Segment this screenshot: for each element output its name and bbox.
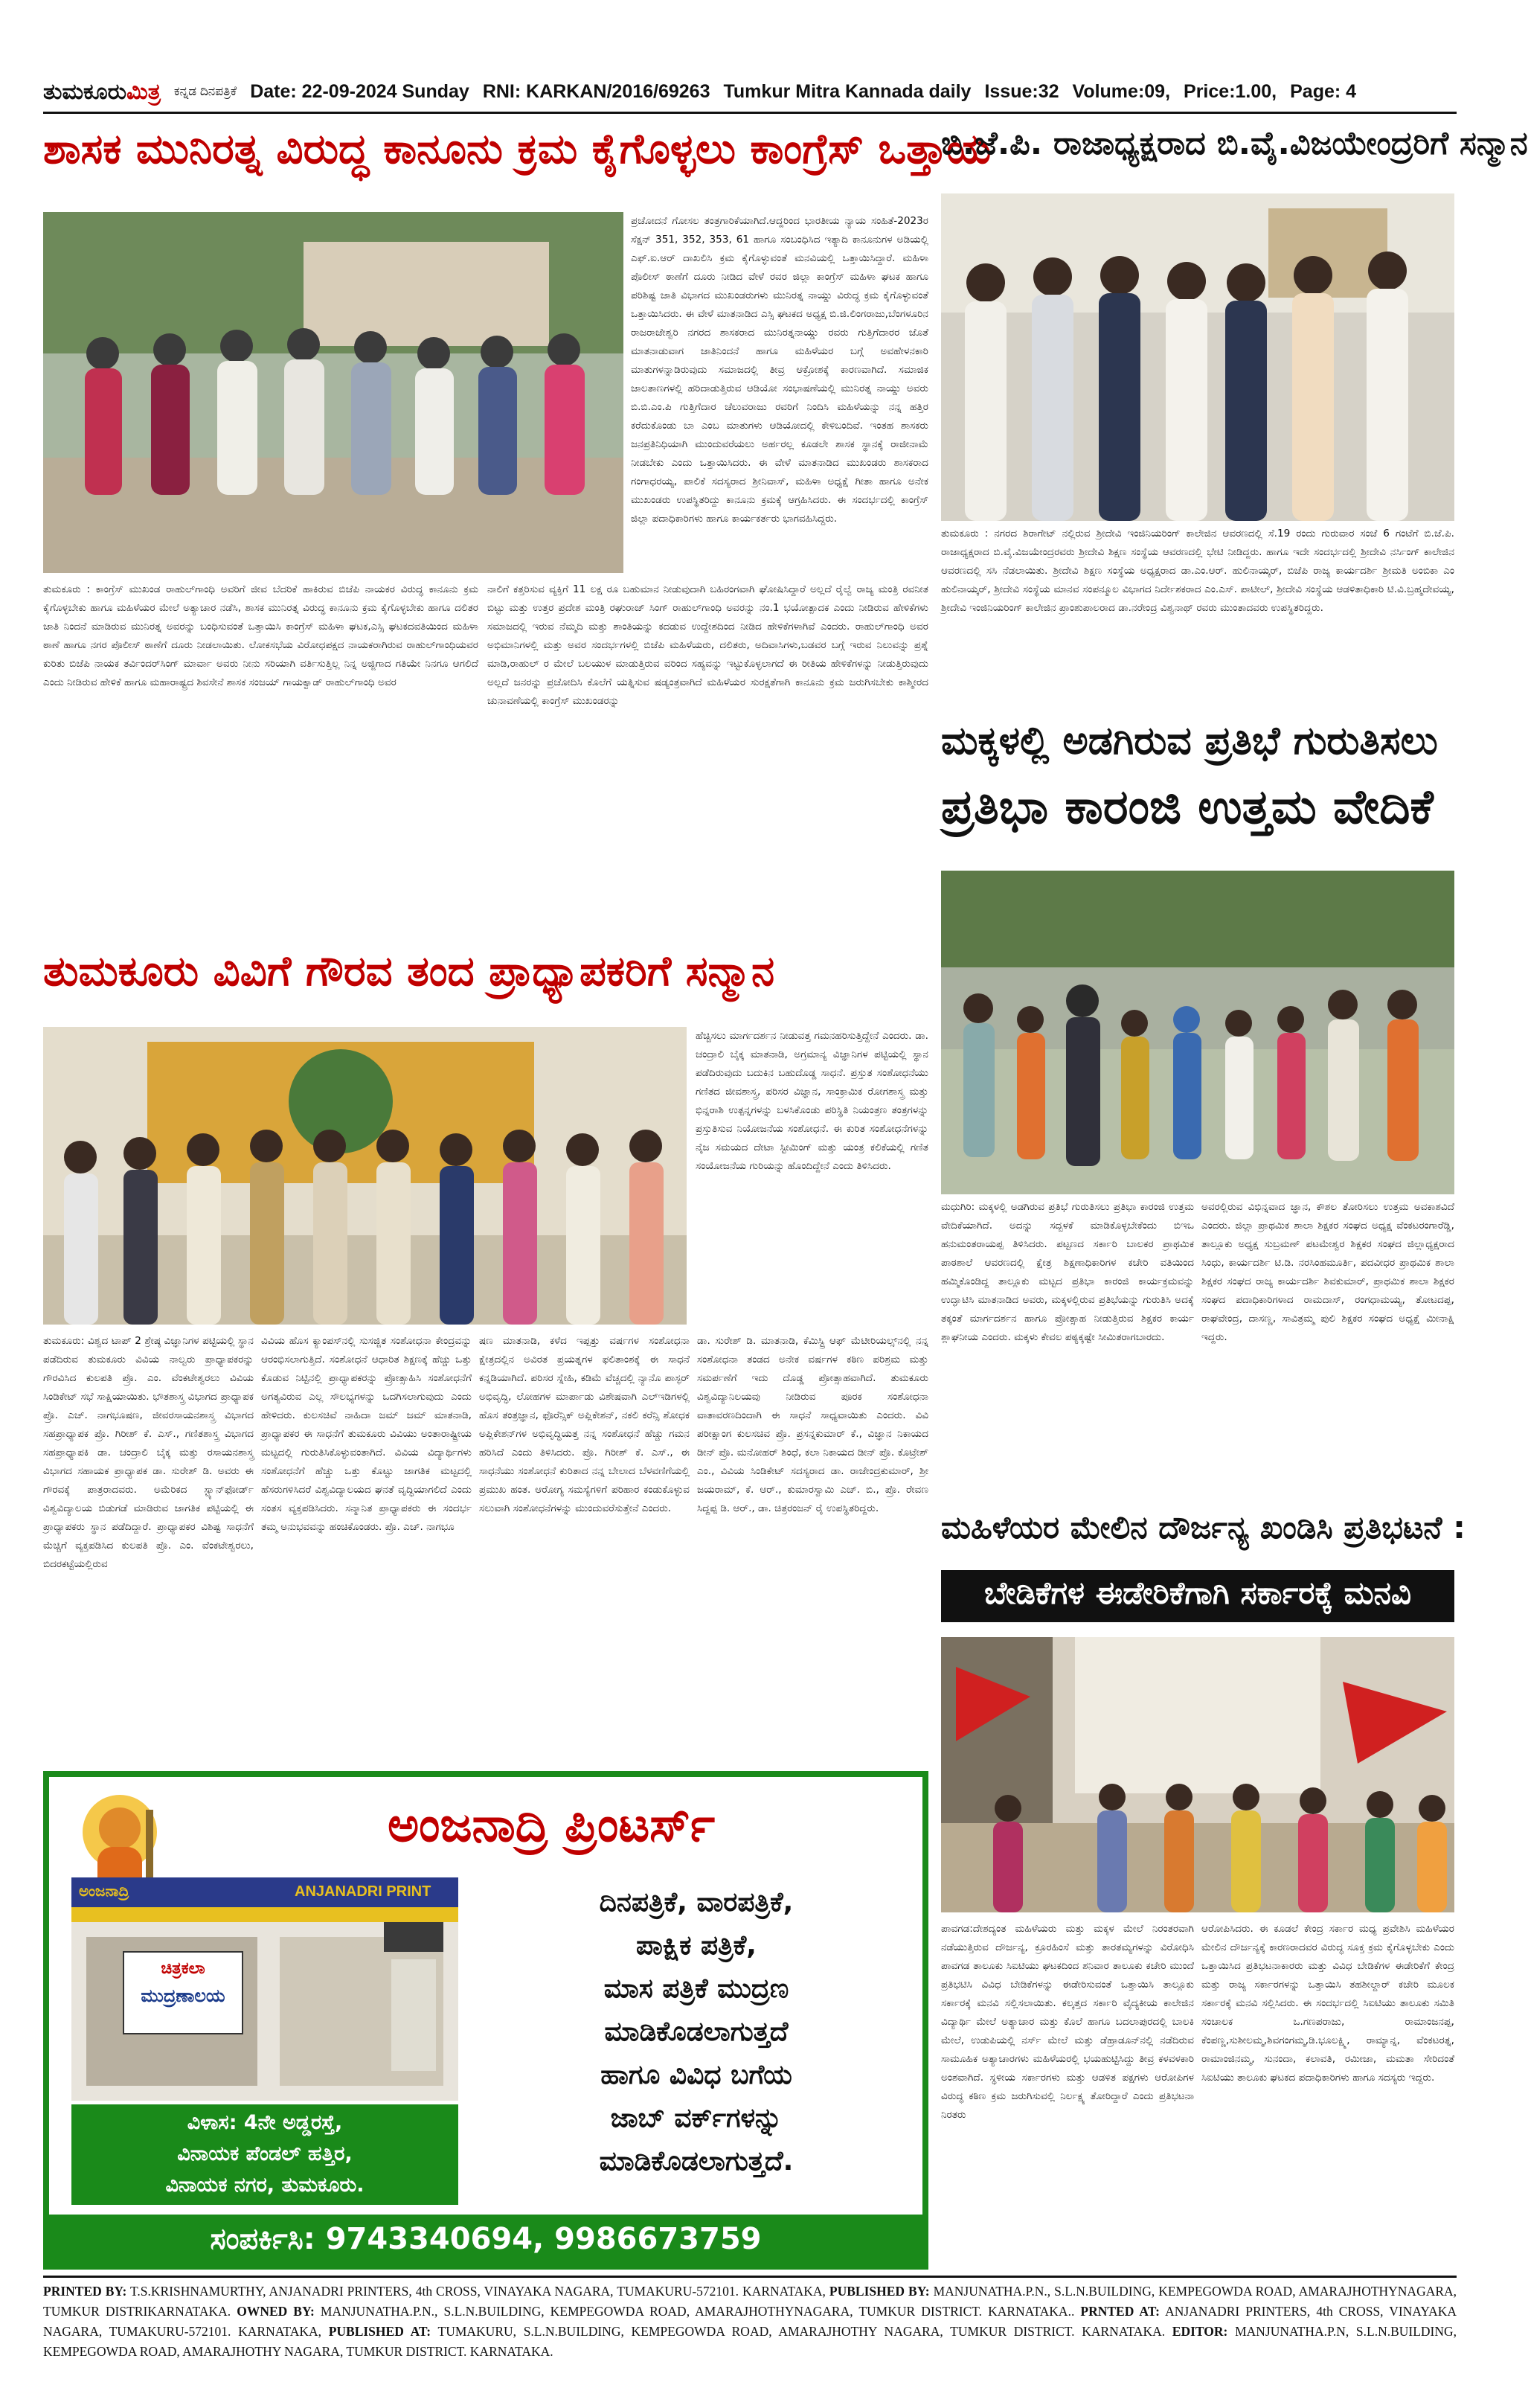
- editor: MANJUNATHA.P.N, S.L.N.BUILDING, KEMPEGOWDA ROAD, AMARAJHOTHY NAGARA, TUMKUR DISTRICT. KARNATAKA.: [43, 2324, 1457, 2359]
- story5-headline-line1: ಮಹಿಳೆಯರ ಮೇಲಿನ ದೌರ್ಜನ್ಯ ಖಂಡಿಸಿ ಪ್ರತಿಭಟನೆ :: [941, 1509, 1466, 1546]
- story1-headline: ಶಾಸಕ ಮುನಿರತ್ನ ವಿರುದ್ಧ ಕಾನೂನು ಕ್ರಮ ಕೈಗೊಳ್ಳಲು ಕಾಂಗ್ರೆಸ್ ಒತ್ತಾಯ: [43, 125, 992, 173]
- story4-headline: ತುಮಕೂರು ವಿವಿಗೆ ಗೌರವ ತಂದ ಪ್ರಾಧ್ಯಾಪಕರಿಗೆ ಸನ್ಮಾನ: [43, 947, 775, 996]
- service-line4: ಮಾಡಿಕೊಡಲಾಗುತ್ತದೆ: [604, 2017, 789, 2047]
- footer-rule: [43, 2276, 1457, 2278]
- story3-headline-line2: ಪ್ರತಿಭಾ ಕಾರಂಜಿ ಉತ್ತಮ ವೇದಿಕೆ: [941, 780, 1434, 835]
- published-at-label: PUBLISHED AT:: [328, 2324, 431, 2339]
- shop-board-line2: ಮುದ್ರಣಾಲಯ: [141, 1985, 225, 2006]
- shop-sign-english: ANJANADRI PRINT: [295, 1883, 431, 1900]
- service-line6: ಜಾಬ್ ವರ್ಕ್‌ಗಳನ್ನು: [610, 2103, 783, 2133]
- ad-services: [477, 1881, 916, 2209]
- published-at: TUMAKURU, S.L.N.BUILDING, KEMPEGOWDA ROAD, AMARAJHOTHY NAGARA, TUMKUR DISTRICT. KARNATAKA.: [437, 2324, 1166, 2339]
- story1-photo: [43, 212, 623, 573]
- story5-photo: [941, 1637, 1454, 1912]
- price: Price:1.00,: [1184, 80, 1277, 102]
- issue-number: Issue:32: [984, 80, 1059, 102]
- story4-col-c: ಷಣ ಮಾತನಾಡಿ, ಕಳೆದ ಇಪ್ಪತ್ತು ವರ್ಷಗಳ ಸಂಶೋಧನಾ ಕ್ಷೇತ್ರದಲ್ಲಿನ ಅವಿರತ ಪ್ರಯತ್ನಗಳ ಫಲಿತಾಂಶಕ್ಕೆ ಈ ಸಾಧನೆ ಕನ್ನಡಿಯಾಗಿದೆ. ಪರಿಸರ ಸ್ನೇಹಿ, ಕಡಿಮೆ ವೆಚ್ಚದಲ್ಲಿ ನ್ಯಾನೊ ಪಾಸ್ಫರ್ ಅಭಿವೃದ್ಧಿ, ಲೋಹಗಳ ಮಾರ್ಪಾಡು ವಿಶೇಷವಾಗಿ ಎಲ್‌ಇಡಿಗಳಲ್ಲಿ ಹೊಸ ತಂತ್ರಜ್ಞಾನ, ಫೊರೆನ್ಸಿಕ್ ಅಪ್ಲಿಕೇಶನ್, ನಕಲಿ ಕರೆನ್ಸಿ ಶೋಧಕ ಅಪ್ಲಿಕೇಶನ್‌ಗಳ ಅಭಿವೃದ್ಧಿಯತ್ತ ನನ್ನ ಸಂಶೋಧನೆ ಹೆಚ್ಚು ಗಮನ ಹರಿಸಿದೆ ಎಂದು ತಿಳಿಸಿದರು. ಪ್ರೊ. ಗಿರೀಶ್ ಕೆ. ಎಸ್., ಈ ಸಾಧನೆಯು ಸಂಶೋಧನೆ ಕುರಿತಾದ ನನ್ನ ಬೇಲಾದ ಬೆಳವಣಿಗೆಯಲ್ಲಿ ಪ್ರಮುಖ ಹಂತ. ಆರೋಗ್ಯ ಸಮಸ್ಯೆಗಳಿಗೆ ಪರಿಹಾರ ಕಂಡುಕೊಳ್ಳುವ ಸಲುವಾಗಿ ಸಂಶೋಧನೆಗಳನ್ನು ಮುಂದುವರೆಸುತ್ತೇನೆ ಎಂದರು.: [479, 1335, 690, 1514]
- published-by-label: PUBLISHED BY:: [829, 2284, 930, 2299]
- university-felicitation-photo-illustration: [43, 1027, 687, 1325]
- story4-photo: [43, 1027, 687, 1325]
- story1-col-a: ತುಮಕೂರು : ಕಾಂಗ್ರೆಸ್ ಮುಖಂಡ ರಾಹುಲ್‌ಗಾಂಧಿ ಅವರಿಗೆ ಜೀವ ಬೆದರಿಕೆ ಹಾಕಿರುವ ಬಿಜೆಪಿ ನಾಯಕರ ವಿರುದ್ಧ ಕಾನೂನು ಕ್ರಮ ಕೈಗೊಳ್ಳಬೇಕು ಹಾಗೂ ಮಹಿಳೆಯರ ಮೇಲೆ ಅತ್ಯಾಚಾರ ನಡೆಸಿ, ಶಾಸಕ ಮುನಿರತ್ನ ವಿರುದ್ಧ ಕಾನೂನು ಕ್ರಮ ಕೈಗೊಳ್ಳಬೇಕು ಹಾಗೂ ದಲಿತರ ಜಾತಿ ನಿಂದನೆ ಮಾಡಿರುವ ಮುನಿರತ್ನ ಅವರನ್ನು ಬಂಧಿಸುವಂತೆ ಒತ್ತಾಯಿಸಿ ಕಾಂಗ್ರೆಸ್ ಮಹಿಳಾ ಘಟಕ,ಎಸ್ಸಿ ಘಟಕದವತಿಯಿಂದ ಮಹಿಳಾ ಠಾಣೆ ಹಾಗೂ ನಗರ ಪೊಲೀಸ್ ಠಾಣೆಗೆ ದೂರು ನೀಡಲಾಯಿತು. ಲೋಕಸಭೆಯ ವಿರೋಧಪಕ್ಷದ ನಾಯಕರಾಗಿರುವ ರಾಹುಲ್‌ಗಾಂಧಿಯವರ ಕುರಿತು ಬಿಜೆಪಿ ನಾಯಕ ತರ್ವಿಂದರ್‌ಸಿಂಗ್ ಮಾರ್ವಾ ಅವರು ನೀನು ಸರಿಯಾಗಿ ವರ್ತಿಸುತ್ತಿಲ್ಲ ನಿನ್ನ ಅಜ್ಜಿಗಾದ ಗತಿಯೇ ನಿನಗೂ ಆಗಲಿದೆ ಎಂದು ನೀಡಿರುವ ಹೇಳಿಕೆ ಹಾಗೂ ಮಹಾರಾಷ್ಟ್ರದ ಶಿವಸೇನೆ ಶಾಸಕ ಸಂಜಯ್ ಗಾಯಕ್ವಾಡ್ ರಾಹುಲ್‌ಗಾಂಧಿ ಅವರ: [43, 583, 478, 688]
- issue-date: Date: 22-09-2024 Sunday: [250, 80, 469, 102]
- story3-headline-line1: ಮಕ್ಕಳಲ್ಲಿ ಅಡಗಿರುವ ಪ್ರತಿಭೆ ಗುರುತಿಸಲು: [941, 719, 1438, 763]
- ad-contact: ಸಂಪರ್ಕಿಸಿ: 9743340694, 9986673759: [49, 2215, 922, 2264]
- story4-col-d: ಡಾ. ಸುರೇಶ್ ಡಿ. ಮಾತನಾಡಿ, ಕೆಮಿಸ್ಟ್ರಿ ಆಫ್ ಮೆಟೀರಿಯಲ್ಸ್‌ನಲ್ಲಿ ನನ್ನ ಸಂಶೋಧನಾ ತಂಡದ ಅನೇಕ ವರ್ಷಗಳ ಕಠಿಣ ಪರಿಶ್ರಮ ಮತ್ತು ಸಮರ್ಪಣೆಗೆ ಇದು ದೊಡ್ಡ ಪ್ರೋತ್ಸಾಹವಾಗಿದೆ. ತುಮಕೂರು ವಿಶ್ವವಿದ್ಯಾನಿಲಯವು ನೀಡಿರುವ ಪೂರಕ ಸಂಶೋಧನಾ ವಾತಾವರಣದಿಂದಾಗಿ ಈ ಸಾಧನೆ ಸಾಧ್ಯವಾಯಿತು ಎಂದರು. ವಿವಿ ಪರೀಕ್ಷಾಂಗ ಕುಲಸಚಿವ ಪ್ರೊ. ಪ್ರಸನ್ನಕುಮಾರ್ ಕೆ., ವಿಜ್ಞಾನ ನಿಕಾಯದ ಡೀನ್ ಪ್ರೊ. ಮನೋಹರ್ ಶಿಂಧೆ, ಕಲಾ ನಿಕಾಯದ ಡೀನ್ ಪ್ರೊ. ಕೊಟ್ರೇಶ್ ಎಂ., ವಿವಿಯ ಸಿಂಡಿಕೇಟ್ ಸದಸ್ಯರಾದ ಡಾ. ರಾಜೇಂದ್ರಕುಮಾರ್, ಶ್ರೀ ಜಯರಾಮ್, ಕೆ. ಆರ್., ಕುಮಾರಸ್ವಾಮಿ ಎಚ್. ಬಿ., ಪ್ರೊ. ರೇವಣ ಸಿದ್ದಪ್ಪ ಡಿ. ಆರ್., ಡಾ. ಚಿತ್ರರಂಜನ್ ರೈ ಉಪಸ್ಥಿತರಿದ್ದರು.: [697, 1335, 928, 1514]
- ad-title: ಅಂಜನಾದ್ರಿ ಪ್ರಿಂಟರ್ಸ್: [387, 1797, 715, 1853]
- story2-headline: ಬಿ.ಜೆ.ಪಿ. ರಾಜಾಧ್ಯಕ್ಷರಾದ ಬಿ.ವೈ.ವಿಜಯೇಂದ್ರರಿಗೆ ಸನ್ಮಾನ: [941, 125, 1528, 162]
- imprint-footer: [43, 2281, 1457, 2363]
- owned-by-label: OWNED BY:: [237, 2304, 315, 2319]
- story5-col-a: ಪಾವಗಡ:ದೇಶದ್ಯಂತ ಮಹಿಳೆಯರು ಮತ್ತು ಮಕ್ಕಳ ಮೇಲೆ ನಿರಂತರವಾಗಿ ನಡೆಯುತ್ತಿರುವ ದೌರ್ಜನ್ಯ, ಕ್ರೂರಹಿಂಸೆ ಮತ್ತು ತಾರತಮ್ಯಗಳನ್ನು ವಿರೋಧಿಸಿ ಪಾವಗಡ ತಾಲೂಕು ಸಿಐಟಿಯು ಘಟಕದಿಂದ ಶನಿವಾರ ತಾಲೂಕು ಕಚೇರಿ ಮುಂದೆ ಪ್ರತಿಭಟಿಸಿ ವಿವಿಧ ಬೇಡಿಕೆಗಳನ್ನು ಈಡೇರಿಸುವಂತೆ ಒತ್ತಾಯಿಸಿ ತಾಲ್ಲೂಕು ಸರ್ಕಾರಕ್ಕೆ ಮನವಿ ಸಲ್ಲಿಸಲಾಯಿತು. ಕಲ್ಕತ್ತದ ಸರ್ಕಾರಿ ವೈದ್ಯಕೀಯ ಕಾಲೇಜಿನ ವಿದ್ಯಾರ್ಥಿ ಮೇಲೆ ಅತ್ಯಾಚಾರ ಮತ್ತು ಕೊಲೆ ಹಾಗೂ ಬದಲಾಪುರದಲ್ಲಿ ಬಾಲಕಿ ಮೇಲೆ, ಉಡುಪಿಯಲ್ಲಿ ನರ್ಸ್ ಮೇಲೆ ಮತ್ತು ಡೆಹ್ರಾಡೂನ್‌ನಲ್ಲಿ ನಡೆದಿರುವ ಸಾಮೂಹಿಕ ಅತ್ಯಾಚಾರಗಳು ಮಹಿಳೆಯರಲ್ಲಿ ಭಯಹುಟ್ಟಿಸಿದ್ದು ತೀವ್ರ ಕಳವಳಕಾರಿ ಅಂಶವಾಗಿದೆ. ಸ್ಥಳೀಯ ಸರ್ಕಾರಗಳು ಮತ್ತು ಆಡಳಿತ ಪಕ್ಷಗಳು ಆರೋಪಿಗಳ ವಿರುದ್ಧ ಕಠಿಣ ಕ್ರಮ ಜರುಗಿಸುವಲ್ಲಿ ನಿರ್ಲಕ್ಷ್ಯ ತೋರಿದ್ದಾರೆ ಎಂದು ಪ್ರತಿಭಟನಾ ನಿರತರು: [941, 1923, 1194, 2121]
- volume-number: Volume:09,: [1072, 80, 1171, 102]
- printers-advertisement: [43, 1771, 928, 2270]
- printed-by-label: PRINTED BY:: [43, 2284, 127, 2299]
- service-line5: ಹಾಗೂ ವಿವಿಧ ಬಗೆಯ: [600, 2060, 792, 2090]
- printed-at-label: PRNTED AT:: [1080, 2304, 1160, 2319]
- rni-number: RNI: KARKAN/2016/69263: [482, 80, 710, 102]
- published-by: MANJUNATHA.P.N., S.L.N.BUILDING, KEMPEGOWDA ROAD, AMARAJHOTHYNAGARA, TUMKUR DISTRIKARNATAKA.: [43, 2284, 1457, 2319]
- shop-board-line1: ಚಿತ್ರಕಲಾ: [161, 1959, 205, 1978]
- story5-col-b: ಆರೋಪಿಸಿದರು. ಈ ಕೂಡಲೆ ಕೇಂದ್ರ ಸರ್ಕಾರ ಮಧ್ಯ ಪ್ರವೇಶಿಸಿ ಮಹಿಳೆಯರ ಮೇಲಿನ ದೌರ್ಜನ್ಯಕ್ಕೆ ಕಾರಣರಾದವರ ವಿರುದ್ಧ ಸೂಕ್ತ ಕ್ರಮ ಕೈಗೊಳ್ಳಬೇಕು ಎಂದು ಒತ್ತಾಯಿಸಿದ ಪ್ರತಿಭಟನಾಕಾರರು ಮತ್ತು ವಿವಿಧ ಬೇಡಿಕೆಗಳ ಈಡೇರಿಕೆಗೆ ಕೇಂದ್ರ ಮತ್ತು ರಾಜ್ಯ ಸರ್ಕಾರಗಳನ್ನು ಒತ್ತಾಯಿಸಿ ತಹಶೀಲ್ದಾರ್ ಕಚೇರಿ ಮೂಲಕ ಸರ್ಕಾರಕ್ಕೆ ಮನವಿ ಸಲ್ಲಿಸಿದರು. ಈ ಸಂದರ್ಭದಲ್ಲಿ ಸಿಐಟಿಯು ತಾಲೂಕು ಸಮಿತಿ ಸಂಚಾಲಕ ಒ.ಗಣಪರಾಜು, ರಾಮಾಂಜನಪ್ಪ, ಕೆಂಪಣ್ಣ,ಸುಶೀಲಮ್ಮ,ಶಿವಗಂಗಮ್ಮ,ಡಿ.ಭೂಲಕ್ಷ್ಮಿ, ರಾಮ್ಯಾನ್ನ, ವೆಂಕಟರತ್ನ, ರಾಮಾಂಜಿನಮ್ಮ, ಸುನಂದಾ, ಕಲಾವತಿ, ರಮೀಜಾ, ಮಮತಾ ಸೇರಿದಂತೆ ಸಿಐಟಿಯು ತಾಲೂಕು ಘಟಕದ ಪದಾಧಿಕಾರಿಗಳು ಹಾಗೂ ಸದಸ್ಯರು ಇದ್ದರು.: [1201, 1923, 1454, 2084]
- paper-logo: ತುಮಕೂರುಮಿತ್ರ: [43, 78, 161, 105]
- service-line7: ಮಾಡಿಕೊಡಲಾಗುತ್ತದೆ.: [599, 2146, 794, 2177]
- service-line1: ದಿನಪತ್ರಿಕೆ, ವಾರಪತ್ರಿಕೆ,: [599, 1887, 794, 1918]
- editor-label: EDITOR:: [1172, 2324, 1228, 2339]
- address-line3: ವಿನಾಯಕ ನಗರ, ತುಮಕೂರು.: [165, 2174, 365, 2197]
- story1-col-right: ಪ್ರಚೋದನೆ ಗೋಸಲ ತಂತ್ರಗಾರಿಕೆಯಾಗಿದೆ.ಆದ್ದರಿಂದ ಭಾರತೀಯ ನ್ಯಾಯ ಸಂಹಿತೆ-2023ರ ಸೆಕ್ಷನ್ 351, 352, 353, 61 ಹಾಗೂ ಸಂಬಂಧಿಸಿದ ಇತ್ಯಾದಿ ಕಾನೂನುಗಳ ಅಡಿಯಲ್ಲಿ ಎಫ್.ಐ.ಆರ್ ದಾಖಲಿಸಿ ಕ್ರಮ ಕೈಗೊಳ್ಳುವಂತೆ ಮನವಿಯಲ್ಲಿ ಒತ್ತಾಯಿಸಿದ್ದಾರೆ. ಮಹಿಳಾ ಪೊಲೀಸ್ ಠಾಣೆಗೆ ದೂರು ನೀಡಿದ ವೇಳೆ ರವರ ಜಿಲ್ಲಾ ಕಾಂಗ್ರೆಸ್ ಮಹಿಳಾ ಘಟಕ ಹಾಗೂ ಪರಿಶಿಷ್ಟ ಜಾತಿ ವಿಭಾಗದ ಮುಖಂಡರುಗಳು ಮುನಿರತ್ನ ನಾಯ್ಡು ವಿರುದ್ಧ ಕ್ರಮ ಕೈಗೊಳ್ಳುವಂತೆ ಒತ್ತಾಯಿಸಿದರು. ಈ ವೇಳೆ ಮಾತನಾಡಿದ ಎಸ್ಸಿ ಘಟಕದ ಅಧ್ಯಕ್ಷ ಬಿ.ಜಿ.ಲಿಂಗರಾಜು,ಬೆಂಗಳೂರಿನ ರಾಜರಾಜೇಶ್ವರಿ ನಗರದ ಶಾಸಕರಾದ ಮುನಿರತ್ನನಾಯ್ಡು ರವರು ಗುತ್ತಿಗೆದಾರರ ಜೊತೆ ಮಾತನಾಡುವಾಗ ಜಾತಿನಿಂದನೆ ಹಾಗೂ ಮಹಿಳೆಯರ ಬಗ್ಗೆ ಅವಹೇಳನಕಾರಿ ಮಾತುಗಳನ್ನಾಡಿರುವುದು ಸಮಾಜದಲ್ಲಿ ತೀವ್ರ ಆಕ್ರೋಶಕ್ಕೆ ಕಾರಣವಾಗಿದೆ. ಸಮಾಜಿಕ ಜಾಲತಾಣಗಳಲ್ಲಿ ಹರಿದಾಡುತ್ತಿರುವ ಆಡಿಯೋ ಸಂಭಾಷಣೆಯಲ್ಲಿ ಮುನಿರತ್ನ ನಾಯ್ಡು ಅವರು ಬಿ.ಬಿ.ಎಂ.ಪಿ ಗುತ್ತಿಗೆದಾರ ಚೆಲುವರಾಜು ರವರಿಗೆ ನಿಂದಿಸಿ ಮಹಿಳೆಯನ್ನು ನನ್ನ ಹತ್ತಿರ ಕರೆದುಕೊಂಡು ಬಾ ಎಂಬ ಮಾತುಗಳು ಆಡಿಯೋದಲ್ಲಿ ಕೇಳಿಬಂದಿವೆ. ಇಂತಹ ಶಾಸಕರು ಜನಪ್ರತಿನಿಧಿಯಾಗಿ ಮುಂದುವರೆಯಲು ಅರ್ಹರಲ್ಲ ಕೂಡಲೇ ಶಾಸಕ ಸ್ಥಾನಕ್ಕೆ ರಾಜೀನಾಮೆ ನೀಡಬೇಕು ಎಂದು ಒತ್ತಾಯಿಸಿದರು. ಈ ವೇಳೆ ಮಾತನಾಡಿದ ಮುಖಂಡರು ಶಾಸಕರಾದ ಗಂಗಾಧರಯ್ಯ, ಪಾಲಿಕೆ ಸದಸ್ಯರಾದ ಶ್ರೀನಿವಾಸ್, ಮಹಿಳಾ ಅಧ್ಯಕ್ಷೆ ಗೀತಾ ಹಾಗೂ ಅನೇಕ ಮುಖಂಡರು ಉಪಸ್ಥಿತರಿದ್ದು ಕಾನೂನು ಕ್ರಮಕ್ಕೆ ಆಗ್ರಹಿಸಿದರು. ಈ ಸಂದರ್ಭದಲ್ಲಿ ಕಾಂಗ್ರೆಸ್ ಜಿಲ್ಲಾ ಪದಾಧಿಕಾರಿಗಳು ಹಾಗೂ ಕಾರ್ಯಕರ್ತರು ಭಾಗವಹಿಸಿದ್ದರು.: [631, 215, 928, 525]
- masthead: [43, 74, 1457, 109]
- paper-name: Tumkur Mitra Kannada daily: [723, 80, 972, 102]
- story2-body: ತುಮಕೂರು : ನಗರದ ಶಿರಾಗೇಟ್ ನಲ್ಲಿರುವ ಶ್ರೀದೇವಿ ಇಂಜಿನಿಯರಿಂಗ್ ಕಾಲೇಜಿನ ಆವರಣದಲ್ಲಿ ಸೆ.19 ರಂದು ಗುರುವಾರ ಸಂಜೆ 6 ಗಂಟೆಗೆ ಬಿ.ಜೆ.ಪಿ. ರಾಜಾಧ್ಯಕ್ಷರಾದ ಬಿ.ವೈ.ವಿಜಯೇಂದ್ರರವರು ಶ್ರೀದೇವಿ ಶಿಕ್ಷಣ ಸಂಸ್ಥೆಯ ಆವರಣದಲ್ಲಿ ಭೇಟಿ ನೀಡಿದ್ದರು. ಹಾಗೂ ಇದೇ ಸಂದರ್ಭದಲ್ಲಿ ಶ್ರೀದೇವಿ ನರ್ಸಿಂಗ್ ಕಾಲೇಜಿನ ಆವರಣದಲ್ಲಿ ಸಸಿ ನೆಡಲಾಯಿತು. ಶ್ರೀದೇವಿ ಶಿಕ್ಷಣ ಸಂಸ್ಥೆಯ ಅಧ್ಯಕ್ಷರಾದ ಡಾ.ಎಂ.ಆರ್. ಹುಲಿನಾಯ್ಕರ್, ಬಿಜೆಪಿ ರಾಜ್ಯ ಕಾರ್ಯದರ್ಶಿ ಶ್ರೀಮತಿ ಅಂಬಿಕಾ ಎಂ ಹುಲಿನಾಯ್ಕರ್, ಶ್ರೀದೇವಿ ಸಂಸ್ಥೆಯ ಮಾನವ ಸಂಪನ್ಮೂಲ ವಿಭಾಗದ ನಿರ್ದೇಶಕರಾದ ಎಂ.ಎಸ್. ಪಾಟೀಲ್, ಶ್ರೀದೇವಿ ಸಂಸ್ಥೆಯ ಆಡಳಿತಾಧಿಕಾರಿ ಟಿ.ವಿ.ಬ್ರಹ್ಮದೇವಯ್ಯ, ಶ್ರೀದೇವಿ ಇಂಜಿನಿಯರಿಂಗ್ ಕಾಲೇಜಿನ ಪ್ರಾಂಶುಪಾಲರಾದ ಡಾ.ನರೇಂದ್ರ ವಿಶ್ವನಾಥ್ ರವರು ಮುಂತಾದವರು ಉಪಸ್ಥಿತರಿದ್ದರು.: [941, 528, 1454, 614]
- felicitation-photo-illustration: [941, 193, 1454, 521]
- service-line2: ಪಾಕ್ಷಿಕ ಪತ್ರಿಕೆ,: [636, 1930, 757, 1961]
- protest-photo-illustration: [43, 212, 623, 573]
- story2-photo: [941, 193, 1454, 521]
- shop-photo: [71, 1877, 458, 2101]
- story5-headline-line2: ಬೇಡಿಕೆಗಳ ಈಡೇರಿಕೆಗಾಗಿ ಸರ್ಕಾರಕ್ಕೆ ಮನವಿ: [941, 1570, 1454, 1622]
- printed-at: ANJANADRI PRINTERS, 4th CROSS, VINAYAKA NAGARA, TUMAKURU-572101. KARNATAKA,: [43, 2304, 1457, 2339]
- printed-by: T.S.KRISHNAMURTHY, ANJANADRI PRINTERS, 4th CROSS, VINAYAKA NAGARA, TUMAKURU-572101. KARNATAKA,: [129, 2284, 826, 2299]
- shop-sign-kannada: ಅಂಜನಾದ್ರಿ: [79, 1882, 129, 1900]
- protest-women-photo-illustration: [941, 1637, 1454, 1912]
- story3-col-b: ಅವರಲ್ಲಿರುವ ವಿಭಿನ್ನವಾದ ಜ್ಞಾನ, ಕೌಶಲ ತೋರಿಸಲು ಉತ್ತಮ ಅವಕಾಶವಿದೆ ಎಂದರು. ಜಿಲ್ಲಾ ಪ್ರಾಥಮಿಕ ಶಾಲಾ ಶಿಕ್ಷಕರ ಸಂಘದ ಅಧ್ಯಕ್ಷ ವೆಂಕಟರಂಗಾರೆಡ್ಡಿ, ತಾಲ್ಲೂಕು ಅಧ್ಯಕ್ಷ ಸುಬ್ರಮಣ್ ಪಟಮೇಶ್ವರ ಶಿಕ್ಷಕರ ಸಂಘದ ಜಿಲ್ಲಾಧ್ಯಕ್ಷರಾದ ಸಿಂಧು, ಕಾರ್ಯದರ್ಶಿ ಟಿ.ಡಿ. ನರಸಿಂಹಮೂರ್ತಿ, ಪದವೀಧರ ಪ್ರಾಥಮಿಕ ಶಾಲಾ ಶಿಕ್ಷಕರ ಸಂಘದ ರಾಜ್ಯ ಕಾರ್ಯದರ್ಶಿ ಶಿವಕುಮಾರ್, ಪ್ರಾಥಮಿಕ ಶಾಲಾ ಶಿಕ್ಷಕರ ಸಂಘದ ಪದಾಧಿಕಾರಿಗಳಾದ ರಾಮದಾಸ್, ರಂಗಧಾಮಯ್ಯ, ತೋಟದಪ್ಪ, ರಾಘವೇಂದ್ರ, ದಾಸಣ್ಣ, ಸಾವಿತ್ರಮ್ಮ ಪುಲಿ ಶಿಕ್ಷಕರ ಸಂಘದ ಅಧ್ಯಕ್ಷೆ ಮೀನಾಕ್ಷಿ ಇದ್ದರು.: [1201, 1201, 1454, 1343]
- owned-by: MANJUNATHA.P.N., S.L.N.BUILDING, KEMPEGOWDA ROAD, AMARAJHOTHYNAGARA, TUMKUR DISTRICT. KARNATAKA..: [320, 2304, 1075, 2319]
- page-number: Page: 4: [1290, 80, 1357, 102]
- address-line1: ವಿಳಾಸ: 4ನೇ ಅಡ್ಡರಸ್ತೆ,: [187, 2111, 343, 2134]
- story4-col-a: ತುಮಕೂರು: ವಿಶ್ವದ ಟಾಪ್ 2 ಶ್ರೇಷ್ಠ ವಿಜ್ಞಾನಿಗಳ ಪಟ್ಟಿಯಲ್ಲಿ ಸ್ಥಾನ ಪಡೆದಿರುವ ತುಮಕೂರು ವಿವಿಯ ನಾಲ್ವರು ಪ್ರಾಧ್ಯಾಪಕರನ್ನು ಗೌರವಿಸಿದ ಕುಲಪತಿ ಪ್ರೊ. ಎಂ. ವೆಂಕಟೇಶ್ವರಲು ವಿವಿಯ ಸಿಂಡಿಕೇಟ್ ಸಭೆ ಸಾಕ್ಷಿಯಾಯಿತು. ಭೌತಶಾಸ್ತ್ರ ವಿಭಾಗದ ಪ್ರಾಧ್ಯಾಪಕ ಪ್ರೊ. ಎಚ್. ನಾಗಭೂಷಣ, ಜೀವರಸಾಯನಶಾಸ್ತ್ರ ವಿಭಾಗದ ಸಹಪ್ರಾಧ್ಯಾಪಕ ಪ್ರೊ. ಗಿರೀಶ್ ಕೆ. ಎಸ್., ಗಣಿತಶಾಸ್ತ್ರ ವಿಭಾಗದ ಸಹಪ್ರಾಧ್ಯಾಪಕಿ ಡಾ. ಚಂದ್ರಾಲಿ ಬೈಕ್ಕ ಮತ್ತು ರಸಾಯನಶಾಸ್ತ್ರ ವಿಭಾಗದ ಸಹಾಯಕ ಪ್ರಾಧ್ಯಾಪಕ ಡಾ. ಸುರೇಶ್ ಡಿ. ಅವರು ಈ ಗೌರವಕ್ಕೆ ಪಾತ್ರರಾದವರು. ಅಮೆರಿಕದ ಸ್ಟ್ಯಾನ್‌ಫೋರ್ಡ್ ವಿಶ್ವವಿದ್ಯಾಲಯ ಬಿಡುಗಡೆ ಮಾಡಿರುವ ಜಾಗತಿಕ ಪಟ್ಟಿಯಲ್ಲಿ ಈ ಪ್ರಾಧ್ಯಾಪಕರು ಸ್ಥಾನ ಪಡೆದಿದ್ದಾರೆ. ಪ್ರಾಧ್ಯಾಪಕರ ವಿಶಿಷ್ಟ ಸಾಧನೆಗೆ ಮೆಚ್ಚಿಗೆ ವ್ಯಕ್ತಪಡಿಸಿದ ಕುಲಪತಿ ಪ್ರೊ. ಎಂ. ವೆಂಕಟೇಶ್ವರಲು, ಬಿದರಕಟ್ಟೆಯಲ್ಲಿರುವ: [43, 1335, 254, 1570]
- masthead-rule: [43, 112, 1457, 114]
- story1-col-b: ನಾಲಿಗೆ ಕತ್ತರಿಸುವ ವ್ಯಕ್ತಿಗೆ 11 ಲಕ್ಷ ರೂ ಬಹುಮಾನ ನೀಡುವುದಾಗಿ ಬಹಿರಂಗವಾಗಿ ಘೋಷಿಸಿದ್ದಾರೆ ಅಲ್ಲದೆ ರೈಲ್ವೆ ರಾಜ್ಯ ಮಂತ್ರಿ ರವನೀತ ಬಿಟ್ಟು ಮತ್ತು ಉತ್ತರ ಪ್ರದೇಶ ಮಂತ್ರಿ ರಘುರಾಜ್ ಸಿಂಗ್ ರಾಹುಲ್‌ಗಾಂಧಿ ಅವರನ್ನು ನಂ.1 ಭಯೋತ್ಪಾದಕ ಎಂದು ನೀಡಿರುವ ಹೇಳಿಕೆಗಳು ಸಮಾಜದಲ್ಲಿ ಇರುವ ನೆಮ್ಮದಿ ಮತ್ತು ಶಾಂತಿಯನ್ನು ಕದಡುವ ಉದ್ದೇಶದಿಂದ ನೀಡಿದ ಹೇಳಿಕೆಗಳಾಗಿವೆ ಎಂದರು. ರಾಹುಲ್‌ಗಾಂಧಿ ಅವರ ಅಭಿಮಾನಿಗಳಲ್ಲಿ ಮತ್ತು ಅವರ ಸಂದರ್ಭಗಳಲ್ಲಿ ಬಿಜೆಪಿ ಮಹಿಳೆಯರು, ದಲಿತರು, ಅದಿವಾಸಿಗಳು,ಬಡವರ ಬಗ್ಗೆ ಇರುವ ನಿಲುವನ್ನು ಪ್ರಶ್ನೆ ಮಾಡಿ,ರಾಹುಲ್ ರ ಮೇಲೆ ಬಲಯುಳ ಮಾಡುತ್ತಿರುವ ವರಿಂದ ಸಹ್ಯವನ್ನು ಇಟ್ಟುಕೊಳ್ಳಲಾಗದೆ ಈ ರೀತಿಯ ಹೇಳಿಕೆಗಳನ್ನು ನೀಡುತ್ತಿರುವುದು ಅಲ್ಲದೆ ಜನರನ್ನು ಪ್ರಚೋದಿಸಿ ಕೊಲೆಗೆ ಯತ್ನಿಸುವ ಷಡ್ಯಂತ್ರವಾಗಿದೆ ಮಹಿಳೆಯರ ಸುರಕ್ಷತೆಗಾಗಿ ಕಾನೂನು ಕ್ರಮ ಜರುಗಿಸಬೇಕು ಕಾಶ್ಮೀರದ ಚುನಾವಣೆಯಲ್ಲಿ ಕಾಂಗ್ರೆಸ್ ಮುಖಂಡರನ್ನು: [487, 583, 928, 707]
- ad-address: [71, 2104, 458, 2205]
- story3-photo: [941, 871, 1454, 1194]
- address-line2: ವಿನಾಯಕ ಪೆಂಡಲ್ ಹತ್ತಿರ,: [177, 2142, 353, 2165]
- paper-tagline: ಕನ್ನಡ ದಿನಪತ್ರಿಕೆ: [173, 84, 237, 98]
- service-line3: ಮಾಸ ಪತ್ರಿಕೆ ಮುದ್ರಣ: [603, 1973, 789, 2004]
- children-talent-photo-illustration: [941, 871, 1454, 1194]
- story4-col-top-right: ಹೆಚ್ಚಿಸಲು ಮಾರ್ಗದರ್ಶನ ನೀಡುವತ್ತ ಗಮನಹರಿಸುತ್ತಿದ್ದೇನೆ ಎಂದರು. ಡಾ. ಚಂದ್ರಾಲಿ ಬೈಕ್ಕ ಮಾತನಾಡಿ, ಅಗ್ರಮಾನ್ಯ ವಿಜ್ಞಾನಿಗಳ ಪಟ್ಟಿಯಲ್ಲಿ ಸ್ಥಾನ ಪಡೆದಿರುವುದು ಬದುಕಿನ ಬಹುದೊಡ್ಡ ಸಾಧನೆ. ಪ್ರಸ್ತುತ ಸಂಶೋಧನೆಯು ಗಣಿತದ ಜೀವಶಾಸ್ತ್ರ, ಪರಿಸರ ವಿಜ್ಞಾನ, ಸಾಂಕ್ರಾಮಿಕ ರೋಗಶಾಸ್ತ್ರ ಮತ್ತು ಭಿನ್ನರಾಶಿ ಉತ್ಪನ್ನಗಳನ್ನು ಬಳಸಿಕೊಂಡು ಪರಿಸ್ಥಿತಿ ನಿಯಂತ್ರಣ ತಂತ್ರಗಳನ್ನು ಪ್ರಸ್ತುತಿಸುವ ನಿಯೋಜನೆಯ ಸಂಶೋಧನೆ. ಈ ಕುರಿತ ಸಂಶೋಧನೆಗಳನ್ನು ನೈಜ ಸಮಯದ ದೇಟಾ ಸ್ಟೀಮಿಂಗ್ ಮತ್ತು ಯಂತ್ರ ಕಲಿಕೆಯಲ್ಲಿ ಗಣಿತ ಸಂಯೋಜನೆಯ ಗುರಿಯನ್ನು ಹೊಂದಿದ್ದೇನೆ ಎಂದು ತಿಳಿಸಿದರು.: [696, 1030, 928, 1172]
- story4-col-b: ವಿವಿಯ ಹೊಸ ಕ್ಯಾಂಪಸ್‌ನಲ್ಲಿ ಸುಸಜ್ಜಿತ ಸಂಶೋಧನಾ ಕೇಂದ್ರವನ್ನು ಆರಂಭಿಸಲಾಗುತ್ತಿದೆ. ಸಂಶೋಧನೆ ಆಧಾರಿತ ಶಿಕ್ಷಣಕ್ಕೆ ಹೆಚ್ಚು ಒತ್ತು ಕೊಡುವ ನಿಟ್ಟಿನಲ್ಲಿ ಪ್ರಾಧ್ಯಾಪಕರನ್ನು ಪ್ರೋತ್ಸಾಹಿಸಿ ಸಂಶೋಧನೆಗೆ ಅಗತ್ಯವಿರುವ ಎಲ್ಲ ಸೌಲಭ್ಯಗಳನ್ನು ಒದಗಿಸಲಾಗುವುದು ಎಂದು ಹೇಳಿದರು. ಕುಲಸಚಿವೆ ನಾಹಿದಾ ಜಮ್ ಜಮ್ ಮಾತನಾಡಿ, ಪ್ರಾಧ್ಯಾಪಕರ ಈ ಸಾಧನೆಗೆ ತುಮಕೂರು ವಿವಿಯು ಅಂತಾರಾಷ್ಟ್ರೀಯ ಮಟ್ಟದಲ್ಲಿ ಗುರುತಿಸಿಕೊಳ್ಳುವಂತಾಗಿದೆ. ವಿವಿಯ ವಿದ್ಯಾರ್ಥಿಗಳು ಸಂಶೋಧನೆಗೆ ಹೆಚ್ಚು ಒತ್ತು ಕೊಟ್ಟು ಜಾಗತಿಕ ಮಟ್ಟದಲ್ಲಿ ಹೆಸರುಗಳಿಸಿದರೆ ವಿಶ್ವವಿದ್ಯಾಲಯದ ಘನತೆ ವೃದ್ಧಿಯಾಗಲಿದೆ ಎಂದು ಸಂತಸ ವ್ಯಕ್ತಪಡಿಸಿದರು. ಸನ್ಮಾನಿತ ಪ್ರಾಧ್ಯಾಪಕರು ಈ ಸಂದರ್ಭ ತಮ್ಮ ಅನುಭವವನ್ನು ಹಂಚಿಕೊಂಡರು. ಪ್ರೊ. ಎಚ್. ನಾಗಭೂ: [261, 1335, 472, 1533]
- story3-col-a: ಮಧುಗಿರಿ: ಮಕ್ಕಳಲ್ಲಿ ಅಡಗಿರುವ ಪ್ರತಿಭೆ ಗುರುತಿಸಲು ಪ್ರತಿಭಾ ಕಾರಂಜಿ ಉತ್ತಮ ವೇದಿಕೆಯಾಗಿದೆ. ಅದನ್ನು ಸದ್ಬಳಕೆ ಮಾಡಿಕೊಳ್ಳಬೇಕೆಂದು ಬಿಇಒ ಹನುಮಂತರಾಯಪ್ಪ ತಿಳಿಸಿದರು. ಪಟ್ಟಣದ ಸರ್ಕಾರಿ ಬಾಲಕರ ಪ್ರಾಥಮಿಕ ಪಾಠಶಾಲೆ ಆವರಣದಲ್ಲಿ ಕ್ಷೇತ್ರ ಶಿಕ್ಷಣಾಧಿಕಾರಿಗಳ ಕಚೇರಿ ವತಿಯಿಂದ ಹಮ್ಮಿಕೊಂಡಿದ್ದ ತಾಲ್ಲೂಕು ಮಟ್ಟದ ಪ್ರತಿಭಾ ಕಾರಂಜಿ ಕಾರ್ಯಕ್ರಮವನ್ನು ಉದ್ಘಾಟಿಸಿ ಮಾತನಾಡಿದ ಅವರು, ಮಕ್ಕಳಲ್ಲಿರುವ ಪ್ರತಿಭೆಯನ್ನು ಗುರುತಿಸಿ ಅದಕ್ಕೆ ತಕ್ಕಂತೆ ಮಾರ್ಗದರ್ಶನ ಹಾಗೂ ಪ್ರೋತ್ಸಾಹ ನೀಡುತ್ತಿರುವ ಶಿಕ್ಷಕರ ಕಾರ್ಯ ಶ್ಲಾಘನೀಯ ಎಂದರು. ಮಕ್ಕಳು ಕೇವಲ ಪಠ್ಯಕ್ಕಷ್ಟೇ ಸೀಮಿತರಾಗಬಾರದು.: [941, 1201, 1194, 1343]
